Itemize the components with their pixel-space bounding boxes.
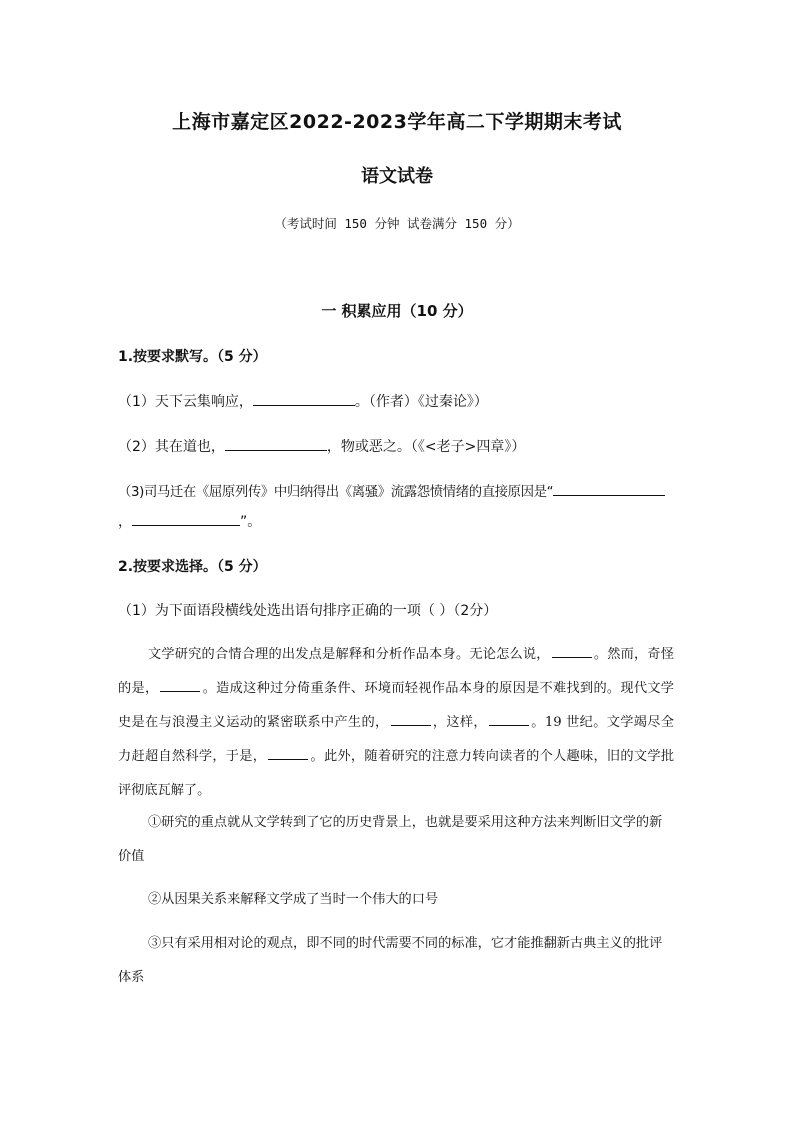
- option-3: ③只有采用相对论的观点，即不同的时代需要不同的标准，它才能推翻新古典主义的批评体系: [118, 936, 663, 985]
- option-1: ①研究的重点就从文学转到了它的历史背景上，也就是要采用这种方法来判断旧文学的新价值: [118, 815, 663, 864]
- answer-blank[interactable]: [553, 481, 665, 496]
- passage-blank[interactable]: [160, 679, 200, 692]
- passage-blank[interactable]: [268, 747, 308, 760]
- question-1-heading: 1.按要求默写。（5 分）: [118, 349, 267, 365]
- answer-blank[interactable]: [132, 511, 240, 526]
- question-2-item-1: （1）为下面语段横线处选出语句排序正确的一项（ ）（2分）: [118, 603, 498, 619]
- question-1-item-3-line-2: [118, 511, 261, 531]
- reading-passage: [118, 638, 674, 808]
- passage-blank[interactable]: [489, 713, 529, 726]
- item-1-prefix: （1）天下云集响应，: [118, 394, 253, 410]
- passage-seg-1: 文学研究的合情合理的出发点是解释和分析作品本身。无论怎么说，: [148, 647, 550, 662]
- passage-seg-3: 。造成这种过分倚重条件、环境而轻视作品本身的原因是不难找到的。现代文学史是在与浪漫主义运动的紧密联系中产生的，: [118, 681, 674, 730]
- question-2-heading: 2.按要求选择。（5 分）: [118, 559, 267, 575]
- passage-seg-5: 。19 世纪。文学竭尽全力赶超自然科学，于是，: [118, 715, 675, 764]
- question-1-item-3: [118, 481, 665, 500]
- item-2-suffix: ，物或恶之。（《<老子>四章》）: [326, 439, 526, 455]
- item-3-line2-prefix: ，: [118, 514, 132, 530]
- answer-blank[interactable]: [225, 436, 327, 451]
- passage-seg-2: 。然而，奇怪的是，: [118, 647, 675, 696]
- exam-info: （考试时间 150 分钟 试卷满分 150 分）: [274, 216, 520, 231]
- passage-blank[interactable]: [552, 645, 592, 658]
- passage-seg-4: ，这样，: [432, 715, 487, 730]
- exam-title: 上海市嘉定区2022-2023学年高二下学期期末考试: [172, 111, 622, 133]
- item-1-suffix: 。（作者）《过秦论》）: [354, 394, 488, 410]
- passage-seg-6: 。此外，随着研究的注意力转向读者的个人趣味，旧的文学批评彻底瓦解了。: [118, 749, 675, 798]
- question-1-item-2: [118, 436, 525, 456]
- section-heading: 一 积累应用（10 分）: [321, 302, 473, 320]
- passage-blank[interactable]: [391, 713, 431, 726]
- exam-subtitle: 语文试卷: [361, 166, 433, 187]
- item-3-prefix: （3)司马迁在《屈原列传》中归纳得出《离骚》流露怨愤情绪的直接原因是“: [118, 485, 554, 500]
- question-1-item-1: [118, 391, 488, 411]
- option-2: ②从因果关系来解释文学成了当时一个伟大的口号: [148, 892, 439, 907]
- item-2-prefix: （2）其在道也，: [118, 439, 225, 455]
- item-3-line2-suffix: ”。: [240, 514, 262, 530]
- answer-blank[interactable]: [253, 391, 355, 406]
